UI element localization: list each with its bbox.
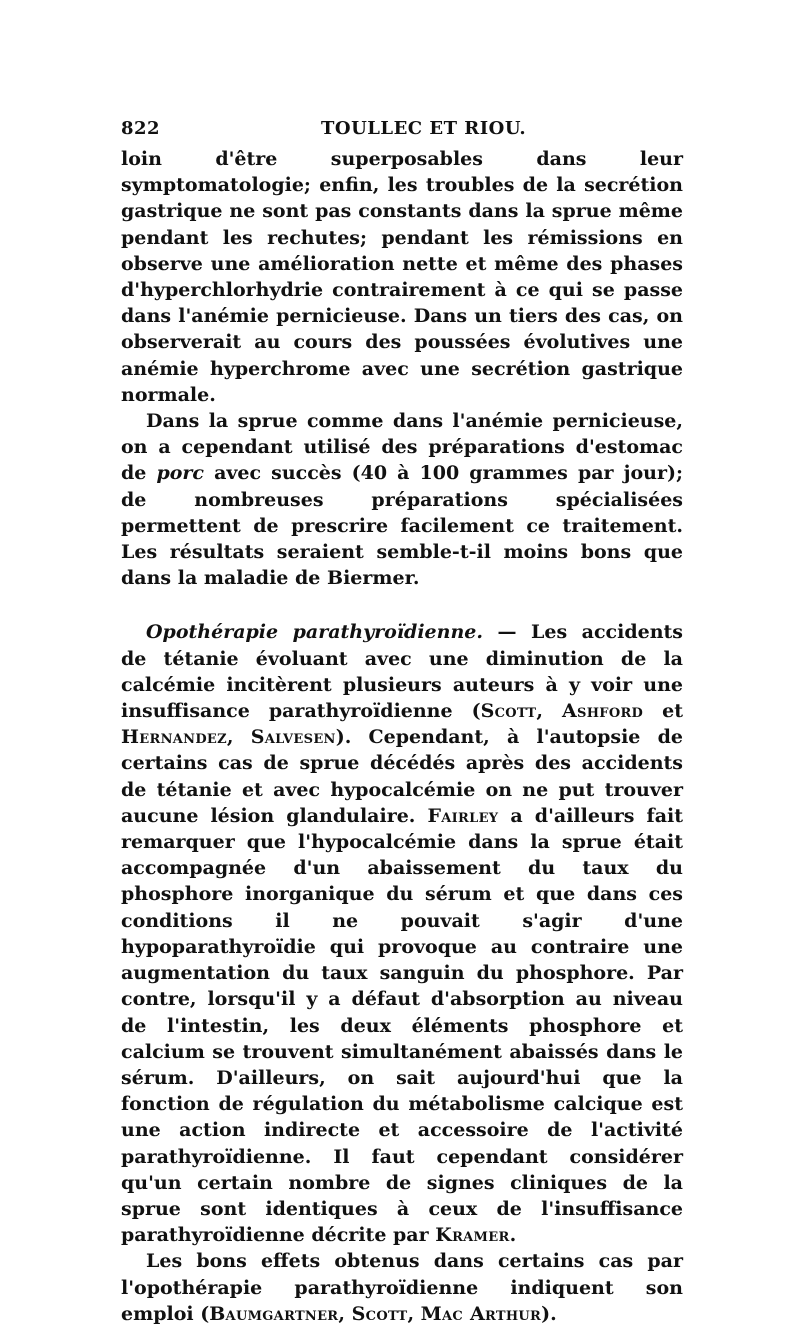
paragraph-4-text-b: , <box>338 1302 352 1325</box>
paragraph-3-text-c: et <box>643 700 684 723</box>
paragraph-1-text: loin d'être superposables dans leur symptomatologie; enfin, les troubles de la secrétion gastrique ne sont pas constants dans la sprue même pendant les rechutes; pendant les rémissions en observe une amélioration nette et même des phases d'hyperchlorhydrie contrairement à ce qui se passe dans l'anémie pernicieuse. Dans un tiers des cas, on observerait au cours des poussées évolutives une anémie hyperchrome avec une secrétion gastrique normale. <box>121 148 683 406</box>
author-name: Scott <box>351 1302 408 1325</box>
paragraph-2 <box>121 408 683 591</box>
document-page <box>121 118 683 1327</box>
author-name: Baumgartner <box>209 1302 339 1325</box>
paragraph-3-text-f: a d'ailleurs fait remarquer que l'hypocalcémie dans la sprue était accompagnée d'un abaissement du taux du phosphore inorganique du sérum et que dans ces conditions il ne pouvait s'agir d'une hypoparathyroïdie qui provoque au contraire une augmentation du taux sanguin du phosphore. Par contre, lorsqu'il y a défaut d'absorption au niveau de l'intestin, les deux éléments phosphore et calcium se trouvent simultanément abaissés dans le sérum. D'ailleurs, on sait aujourd'hui que la fonction de régulation du métabolisme calcique est une action indirecte et accessoire de l'activité parathyroïdienne. Il faut cependant considérer qu'un certain nombre de signes cliniques de la sprue sont identiques à ceux de l'insuffisance parathyroïdienne décrite par <box>121 804 684 1247</box>
paragraph-3-text-d: , <box>226 726 251 749</box>
paragraph-3-text-a: — Les accidents de tétanie évoluant avec une diminution de la calcémie incitèrent plusieurs auteurs à y voir une insuffisance parathyroïdienne ( <box>121 621 683 723</box>
paragraph-4-text-a: Les bons effets obtenus dans certains cas par l'opothérapie parathyroïdienne indiquent son emploi ( <box>121 1250 683 1325</box>
emphasis-porc: porc <box>156 462 204 485</box>
running-head: TOULLEC ET RIOU. <box>321 118 527 139</box>
page-number: 822 <box>121 118 161 139</box>
author-name: Fairley <box>427 804 499 827</box>
author-name: Salvesen <box>250 726 336 749</box>
author-name: Mac Arthur <box>420 1302 542 1325</box>
paragraph-4-text-c: , <box>407 1302 421 1325</box>
paragraph-3-text-e: ). Cependant, à l'autopsie de certains cas de sprue décédés après des accidents de tétanie et avec hypocalcémie on ne put trouver aucune lésion glandulaire. <box>121 726 683 827</box>
paragraph-3-text-b: , <box>536 700 562 723</box>
paragraph-2-text-a: Dans la sprue comme dans l'anémie pernicieuse, on a cependant utilisé des préparations d'estomac de <box>121 410 683 485</box>
body-text <box>121 146 683 1327</box>
paragraph-4-text-d: ). <box>541 1302 557 1325</box>
paragraph-2-text-b: avec succès (40 à 100 grammes par jour); de nombreuses préparations spécialisées permettent de prescrire facilement ce traitement. Les résultats seraient semble-t-il moins bons que dans la maladie de Biermer. <box>121 462 683 590</box>
author-name: Hernandez <box>121 726 227 749</box>
paragraph-3 <box>121 619 683 1248</box>
paragraph-4 <box>121 1248 683 1327</box>
page-header <box>121 118 683 146</box>
author-name: Scott <box>480 700 537 723</box>
section-heading: Opothérapie parathyroïdienne. <box>146 621 483 644</box>
author-name: Ashford <box>561 700 644 723</box>
paragraph-3-text-g: . <box>509 1224 517 1247</box>
paragraph-1 <box>121 146 683 408</box>
author-name: Kramer <box>435 1224 510 1247</box>
